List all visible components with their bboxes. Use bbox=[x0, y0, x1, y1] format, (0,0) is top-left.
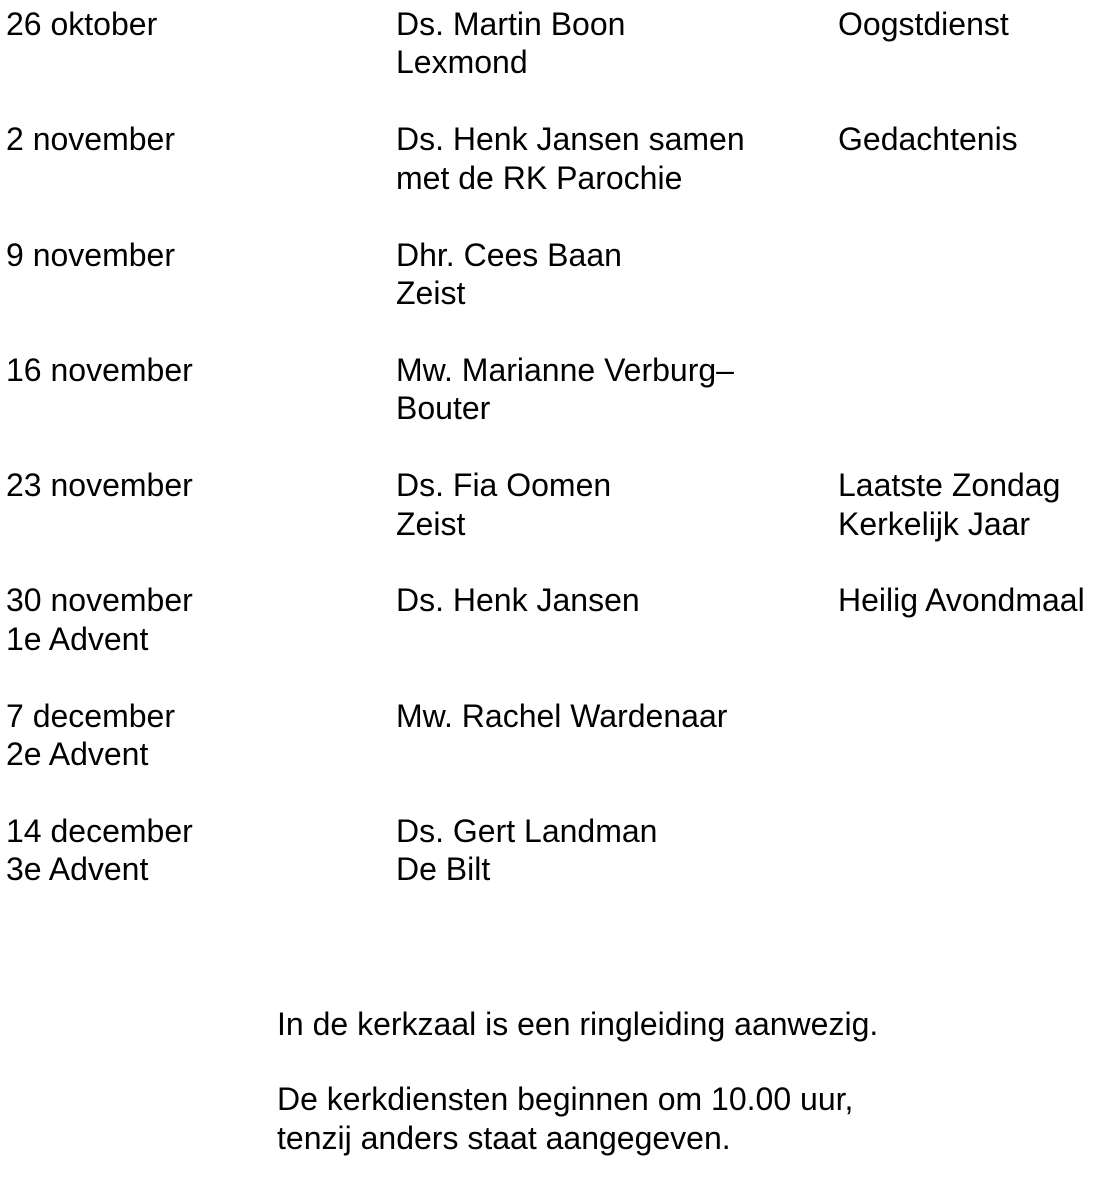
note-line: Kerkelijk Jaar bbox=[838, 505, 1031, 542]
note-text: In de kerkzaal is een ringleiding aanwezig. bbox=[277, 1006, 879, 1042]
date-line: 7 december bbox=[6, 697, 175, 734]
service-row bbox=[0, 812, 1118, 927]
service-row bbox=[0, 697, 1118, 812]
start-time-note bbox=[277, 1080, 878, 1157]
preacher-line: Ds. Gert Landman bbox=[396, 813, 658, 850]
service-row bbox=[0, 5, 1118, 120]
preacher-line: De Bilt bbox=[396, 851, 491, 888]
service-note bbox=[838, 5, 1009, 43]
note-line: Heilig Avondmaal bbox=[838, 582, 1085, 619]
service-date bbox=[6, 812, 193, 889]
service-preacher bbox=[396, 5, 625, 82]
service-preacher bbox=[396, 697, 727, 735]
preacher-line: Bouter bbox=[396, 390, 491, 427]
date-line: 2 november bbox=[6, 121, 175, 158]
date-line: 30 november bbox=[6, 582, 193, 619]
preacher-line: Ds. Martin Boon bbox=[396, 6, 626, 42]
service-row bbox=[0, 466, 1118, 581]
service-preacher bbox=[396, 351, 734, 428]
service-notes bbox=[277, 1005, 878, 1194]
preacher-line: Ds. Henk Jansen bbox=[396, 582, 640, 619]
preacher-line: Mw. Marianne Verburg– bbox=[396, 351, 734, 388]
service-date bbox=[6, 351, 193, 389]
date-line: 16 november bbox=[6, 351, 193, 388]
service-date bbox=[6, 236, 175, 274]
note-line: Laatste Zondag bbox=[838, 467, 1061, 504]
preacher-line: Zeist bbox=[396, 505, 466, 542]
service-row bbox=[0, 236, 1118, 351]
service-preacher bbox=[396, 581, 640, 619]
date-line: 9 november bbox=[6, 236, 175, 273]
service-row bbox=[0, 120, 1118, 235]
preacher-line: Mw. Rachel Wardenaar bbox=[396, 697, 728, 734]
preacher-line: met de RK Parochie bbox=[396, 159, 683, 196]
preacher-line: Ds. Henk Jansen samen bbox=[396, 121, 745, 158]
service-row bbox=[0, 351, 1118, 466]
preacher-line: Zeist bbox=[396, 274, 466, 311]
date-line: 14 december bbox=[6, 813, 193, 850]
date-line: 3e Advent bbox=[6, 851, 149, 888]
date-line: 1e Advent bbox=[6, 620, 149, 657]
service-date bbox=[6, 5, 157, 43]
service-schedule bbox=[0, 5, 1118, 927]
service-preacher bbox=[396, 120, 745, 197]
preacher-line: Ds. Fia Oomen bbox=[396, 467, 612, 504]
date-line: 23 november bbox=[6, 467, 193, 504]
note-line: Oogstdienst bbox=[838, 6, 1009, 42]
service-preacher bbox=[396, 812, 657, 889]
service-date bbox=[6, 120, 175, 158]
service-preacher bbox=[396, 236, 622, 313]
service-note bbox=[838, 581, 1085, 619]
service-date bbox=[6, 581, 193, 658]
service-note bbox=[838, 466, 1060, 543]
service-note bbox=[838, 120, 1018, 158]
note-text: De kerkdiensten beginnen om 10.00 uur, bbox=[277, 1081, 854, 1118]
date-line: 26 oktober bbox=[6, 6, 158, 42]
preacher-line: Lexmond bbox=[396, 44, 528, 81]
preacher-line: Dhr. Cees Baan bbox=[396, 236, 622, 273]
service-preacher bbox=[396, 466, 611, 543]
note-text: tenzij anders staat aangegeven. bbox=[277, 1119, 731, 1156]
date-line: 2e Advent bbox=[6, 736, 149, 773]
service-date bbox=[6, 466, 193, 504]
hearing-loop-note bbox=[277, 1005, 878, 1043]
service-date bbox=[6, 697, 175, 774]
note-line: Gedachtenis bbox=[838, 121, 1018, 158]
service-row bbox=[0, 581, 1118, 696]
